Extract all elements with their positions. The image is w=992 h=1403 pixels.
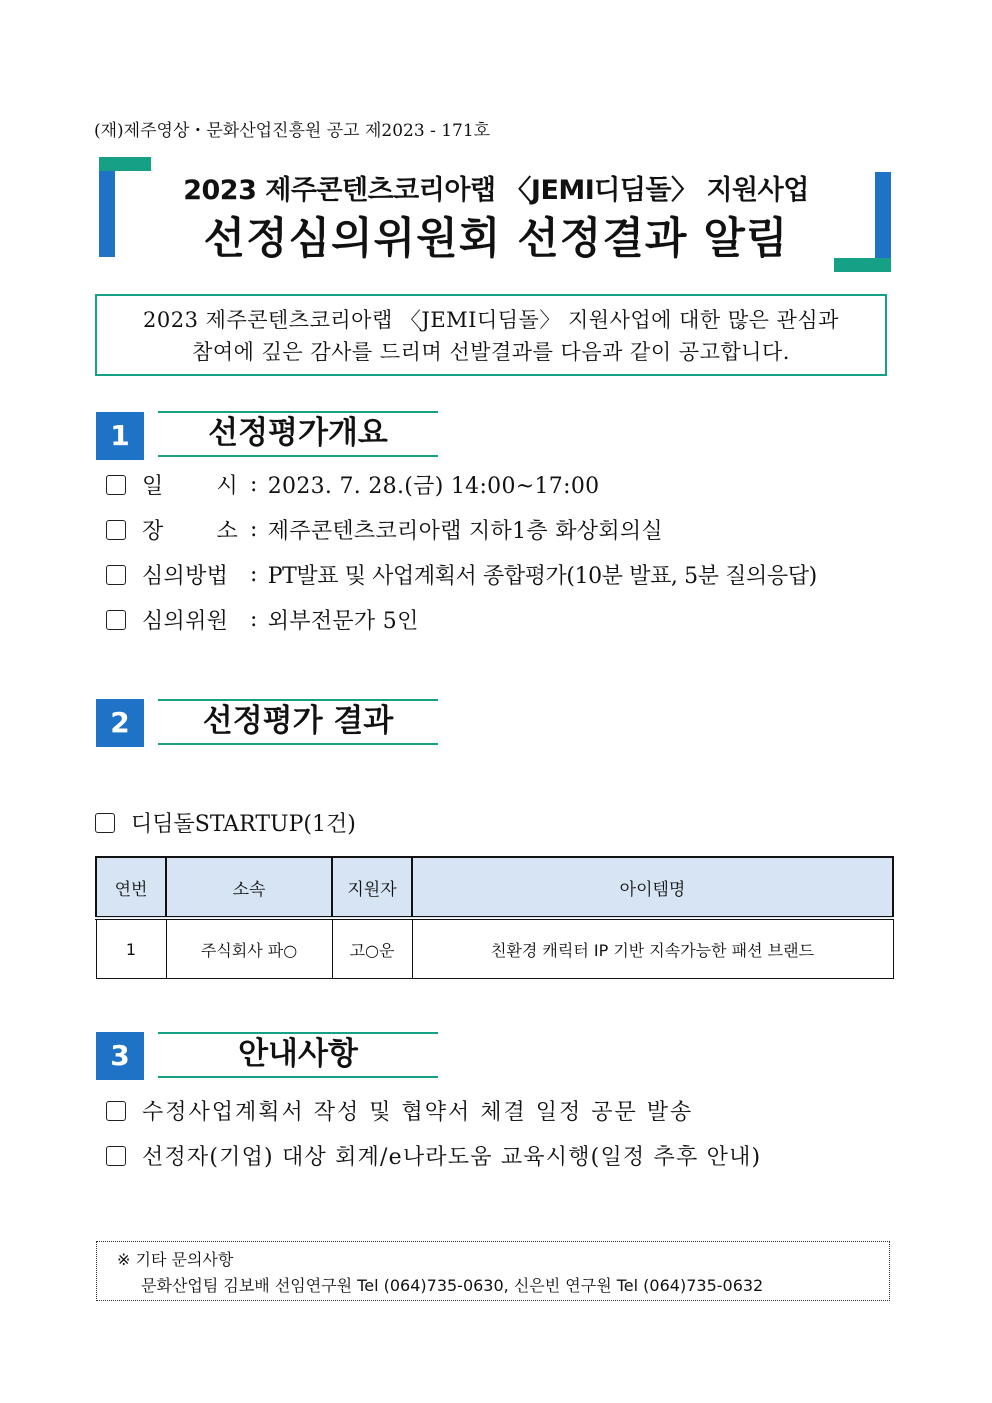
title-bracket-right (834, 172, 891, 272)
section-3-title: 안내사항 (158, 1032, 438, 1078)
checkbox-icon (106, 565, 126, 585)
checkbox-icon (106, 475, 126, 495)
notice-number: (재)제주영상・문화산업진흥원 공고 제2023 - 171호 (94, 121, 491, 141)
title-bracket-left (99, 157, 151, 257)
contact-box (96, 1241, 890, 1301)
page-title-line2: 선정심의위원회 선정결과 알림 (203, 214, 789, 264)
table-header-row (96, 857, 893, 918)
intro-line2: 참여에 깊은 감사를 드리며 선발결과를 다음과 같이 공고합니다. (192, 340, 790, 364)
intro-box (95, 294, 887, 376)
table-row (96, 918, 893, 979)
cell-item-name: 친환경 캐릭터 IP 기반 지속가능한 패션 브랜드 (412, 918, 893, 979)
section-2-title: 선정평가 결과 (158, 699, 438, 745)
checkbox-icon (106, 1101, 126, 1121)
checkbox-icon (106, 1146, 126, 1166)
overview-value: 2023. 7. 28.(금) 14:00~17:00 (267, 474, 600, 499)
subheading-text: 디딤돌STARTUP(1건) (131, 812, 356, 837)
overview-item-method: 심의방법 : PT발표 및 사업계획서 종합평가(10분 발표, 5분 질의응답) (106, 559, 817, 590)
notice-item-2 (106, 1140, 761, 1171)
header-item-name: 아이템명 (412, 857, 893, 918)
contact-heading: ※ 기타 문의사항 (117, 1250, 234, 1269)
contact-detail: 문화산업팀 김보배 선임연구원 Tel (064)735-0630, 신은빈 연구원 Tel (064)735-0632 (141, 1276, 764, 1295)
page-title-line1: 2023 제주콘텐츠코리아랩 〈JEMI디딤돌〉 지원사업 (183, 175, 809, 206)
label-char: 일 (142, 474, 164, 499)
result-subheading (95, 807, 356, 838)
overview-item-place: 장 소 : 제주콘텐츠코리아랩 지하1층 화상회의실 (106, 514, 663, 545)
overview-value: 제주콘텐츠코리아랩 지하1층 화상회의실 (267, 519, 663, 544)
overview-value: PT발표 및 사업계획서 종합평가(10분 발표, 5분 질의응답) (267, 564, 817, 589)
overview-value: 외부전문가 5인 (267, 609, 419, 634)
cell-no: 1 (96, 918, 166, 979)
result-table (95, 856, 894, 979)
overview-label: 심의방법 (142, 564, 229, 589)
notice-item-1 (106, 1095, 693, 1126)
overview-item-date: 일 시 : 2023. 7. 28.(금) 14:00~17:00 (106, 469, 599, 500)
header-affiliation: 소속 (166, 857, 332, 918)
header-applicant: 지원자 (332, 857, 412, 918)
intro-line1: 2023 제주콘텐츠코리아랩 〈JEMI디딤돌〉 지원사업에 대한 많은 관심과 (143, 308, 839, 332)
checkbox-icon (106, 610, 126, 630)
cell-applicant: 고○운 (332, 918, 412, 979)
checkbox-icon (106, 520, 126, 540)
section-1-number: 1 (96, 412, 144, 460)
label-char: 시 (216, 474, 238, 499)
notice-text: 선정자(기업) 대상 회계/e나라도움 교육시행(일정 추후 안내) (142, 1145, 762, 1170)
checkbox-icon (95, 813, 115, 833)
overview-item-judges: 심의위원 : 외부전문가 5인 (106, 604, 419, 635)
section-1-title: 선정평가개요 (158, 411, 438, 457)
overview-label: 심의위원 (142, 609, 229, 634)
section-2-number: 2 (96, 699, 144, 747)
header-no: 연번 (96, 857, 166, 918)
section-3-number: 3 (96, 1032, 144, 1080)
label-char: 소 (216, 519, 238, 544)
label-char: 장 (142, 519, 164, 544)
cell-affiliation: 주식회사 파○ (166, 918, 332, 979)
notice-text: 수정사업계획서 작성 및 협약서 체결 일정 공문 발송 (142, 1100, 694, 1125)
